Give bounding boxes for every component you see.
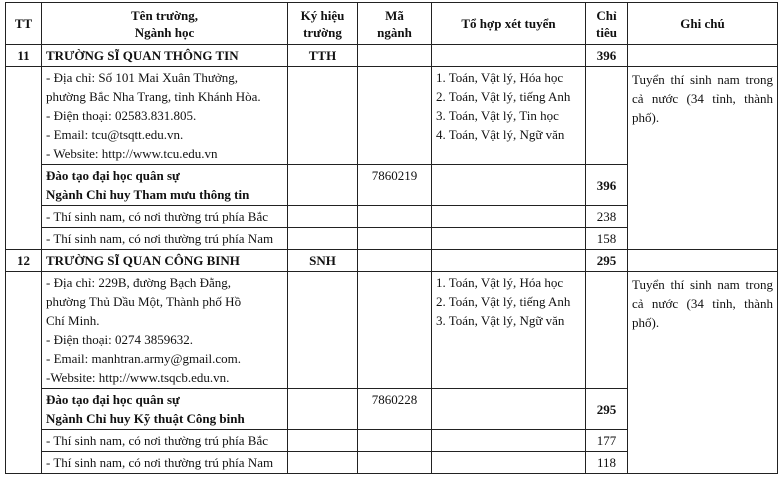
- empty-cell: [432, 45, 586, 67]
- info-line: - Email: manhtran.army@gmail.com.: [46, 351, 241, 366]
- school-quota: 295: [586, 250, 628, 272]
- header-row: [6, 3, 778, 45]
- empty-cell: [432, 228, 586, 250]
- combo-list: [432, 67, 586, 165]
- empty-cell: [288, 165, 358, 206]
- region-label: - Thí sinh nam, có nơi thường trú phía Nam: [42, 228, 288, 250]
- header-quota: [586, 3, 628, 45]
- header-quota-line2: tiêu: [596, 24, 617, 40]
- header-code-line1: Ký hiệu: [300, 7, 345, 23]
- empty-cell: [288, 430, 358, 452]
- empty-cell: [432, 389, 586, 430]
- major-code: 7860228: [358, 389, 432, 430]
- header-tt: TT: [6, 3, 42, 45]
- region-label: - Thí sinh nam, có nơi thường trú phía Nam: [42, 452, 288, 474]
- empty-cell: [358, 250, 432, 272]
- header-combo: Tổ hợp xét tuyển: [432, 3, 586, 45]
- info-line: - Địa chỉ: 229B, đường Bạch Đằng,: [46, 275, 232, 290]
- empty-cell: [432, 452, 586, 474]
- school-info-row: [6, 67, 778, 165]
- empty-cell: [288, 389, 358, 430]
- school-name: TRƯỜNG SĨ QUAN THÔNG TIN: [42, 45, 288, 67]
- school-quota: 396: [586, 45, 628, 67]
- combo-item: 2. Toán, Vật lý, tiếng Anh: [436, 89, 571, 104]
- combo-list: [432, 272, 586, 389]
- school-note: Tuyển thí sinh nam trong cả nước (34 tỉnh, thành phố).: [628, 67, 778, 250]
- empty-cell: [358, 272, 432, 389]
- combo-item: 2. Toán, Vật lý, tiếng Anh: [436, 294, 571, 309]
- program-line2: Ngành Chỉ huy Tham mưu thông tin: [46, 187, 250, 202]
- program-line1: Đào tạo đại học quân sự: [46, 168, 180, 183]
- school-note: Tuyển thí sinh nam trong cả nước (34 tỉnh, thành phố).: [628, 272, 778, 474]
- program-line1: Đào tạo đại học quân sự: [46, 392, 180, 407]
- region-quota: 177: [586, 430, 628, 452]
- empty-cell: [358, 45, 432, 67]
- combo-item: 4. Toán, Vật lý, Ngữ văn: [436, 127, 565, 142]
- region-label: - Thí sinh nam, có nơi thường trú phía Bắc: [42, 206, 288, 228]
- region-quota: 238: [586, 206, 628, 228]
- header-major-line1: Mã: [385, 7, 404, 23]
- empty-cell: [358, 452, 432, 474]
- info-line: - Địa chỉ: Số 101 Mai Xuân Thưởng,: [46, 70, 239, 85]
- admission-table: [5, 2, 778, 474]
- header-school-code: [288, 3, 358, 45]
- info-line: - Email: tcu@tsqtt.edu.vn.: [46, 127, 184, 142]
- admission-table-page: [5, 2, 778, 474]
- info-line: Chí Minh.: [46, 313, 100, 328]
- info-line: phường Bắc Nha Trang, tỉnh Khánh Hòa.: [46, 89, 261, 104]
- region-label: - Thí sinh nam, có nơi thường trú phía Bắc: [42, 430, 288, 452]
- empty-tt-cell: [6, 272, 42, 474]
- header-school: [42, 3, 288, 45]
- region-quota: 118: [586, 452, 628, 474]
- empty-cell: [628, 250, 778, 272]
- combo-item: 1. Toán, Vật lý, Hóa học: [436, 275, 564, 290]
- empty-cell: [432, 165, 586, 206]
- school-name: TRƯỜNG SĨ QUAN CÔNG BINH: [42, 250, 288, 272]
- empty-cell: [628, 45, 778, 67]
- empty-cell: [432, 250, 586, 272]
- school-code: SNH: [288, 250, 358, 272]
- header-major-line2: ngành: [377, 24, 412, 40]
- empty-cell: [432, 430, 586, 452]
- combo-item: 3. Toán, Vật lý, Ngữ văn: [436, 313, 565, 328]
- school-tt: 12: [6, 250, 42, 272]
- program-line2: Ngành Chỉ huy Kỹ thuật Công binh: [46, 411, 245, 426]
- header-code-line2: trường: [303, 24, 342, 40]
- empty-cell: [358, 206, 432, 228]
- combo-item: 1. Toán, Vật lý, Hóa học: [436, 70, 564, 85]
- school-row: [6, 45, 778, 67]
- school-info: [42, 67, 288, 165]
- empty-cell: [358, 430, 432, 452]
- empty-cell: [586, 272, 628, 389]
- info-line: - Điện thoại: 02583.831.805.: [46, 108, 197, 123]
- region-quota: 158: [586, 228, 628, 250]
- school-info-row: [6, 272, 778, 389]
- empty-cell: [288, 228, 358, 250]
- empty-cell: [432, 206, 586, 228]
- empty-tt-cell: [6, 67, 42, 250]
- empty-cell: [288, 206, 358, 228]
- school-tt: 11: [6, 45, 42, 67]
- info-line: - Điện thoại: 0274 3859632.: [46, 332, 193, 347]
- info-line: - Website: http://www.tcu.edu.vn: [46, 146, 218, 161]
- program-name: [42, 165, 288, 206]
- header-school-line2: Ngành học: [134, 24, 195, 40]
- empty-cell: [288, 452, 358, 474]
- header-note: Ghi chú: [628, 3, 778, 45]
- empty-cell: [288, 272, 358, 389]
- empty-cell: [358, 228, 432, 250]
- combo-item: 3. Toán, Vật lý, Tin học: [436, 108, 559, 123]
- info-line: phường Thủ Dầu Một, Thành phố Hồ: [46, 294, 242, 309]
- header-school-line1: Tên trường,: [131, 7, 198, 23]
- empty-cell: [288, 67, 358, 165]
- program-quota: 295: [586, 389, 628, 430]
- empty-cell: [586, 67, 628, 165]
- school-row: [6, 250, 778, 272]
- program-name: [42, 389, 288, 430]
- info-line: -Website: http://www.tsqcb.edu.vn.: [46, 370, 230, 385]
- header-quota-line1: Chỉ: [596, 7, 617, 23]
- major-code: 7860219: [358, 165, 432, 206]
- header-major-code: [358, 3, 432, 45]
- school-info: [42, 272, 288, 389]
- empty-cell: [358, 67, 432, 165]
- school-code: TTH: [288, 45, 358, 67]
- program-quota: 396: [586, 165, 628, 206]
